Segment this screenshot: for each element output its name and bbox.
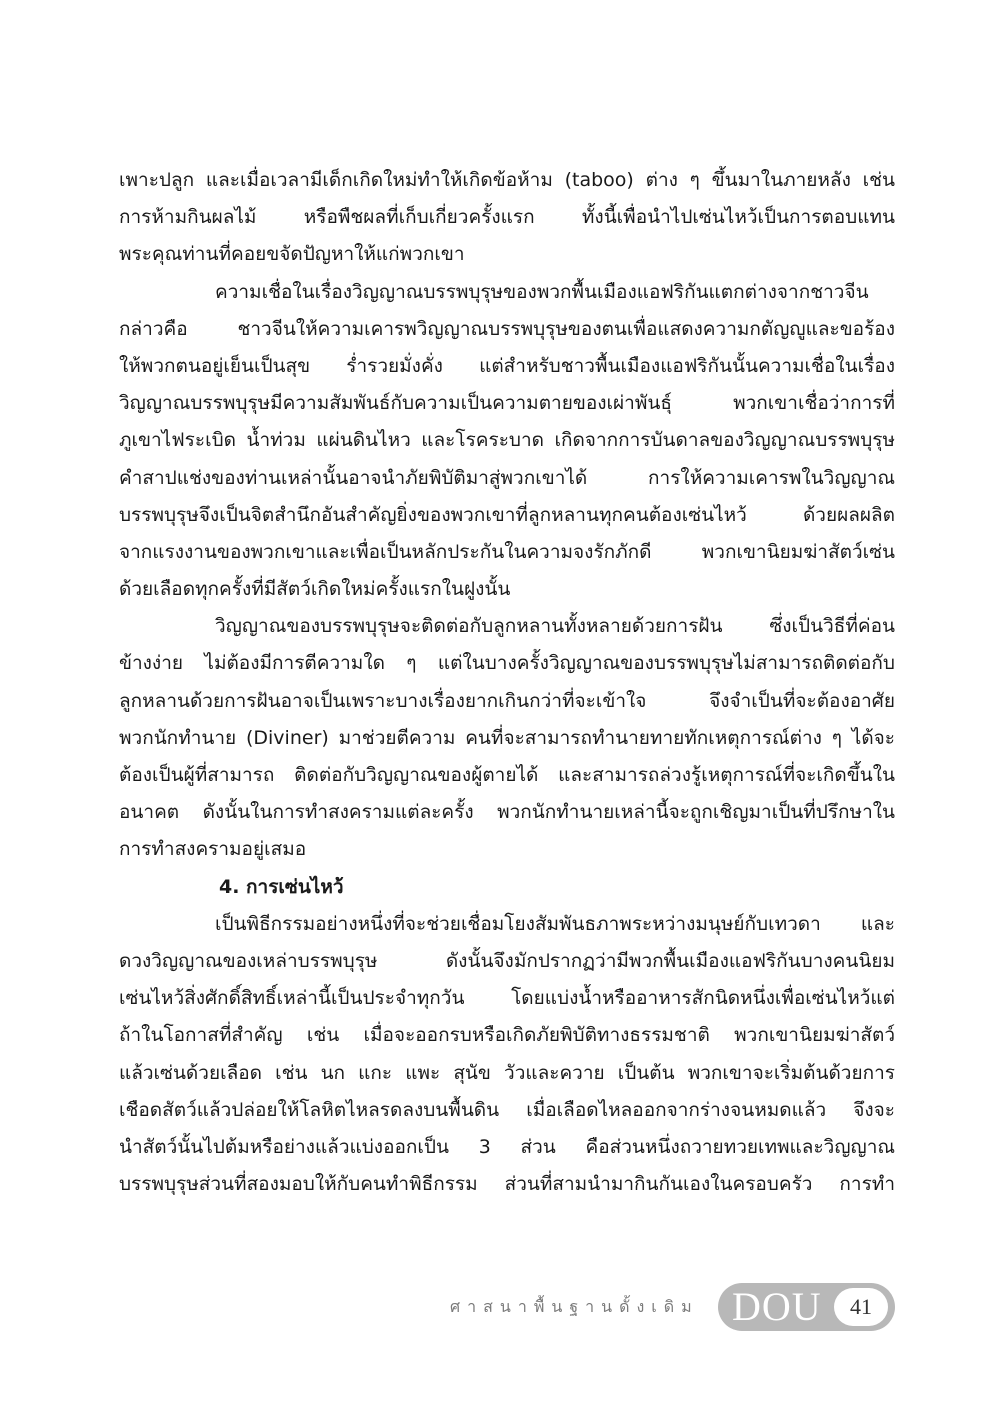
body-line: เชือดสัตว์แล้วปล่อยให้โลหิตไหลรดลงบนพื้นดิน เมื่อเลือดไหลออกจากร่างจนหมดแล้ว จึงจะ xyxy=(119,1098,895,1121)
body-line: ข้างง่าย ไม่ต้องมีการตีความใด ๆ แต่ในบางครั้งวิญญาณของบรรพบุรุษไม่สามารถติดต่อกับ xyxy=(119,652,895,675)
body-line: วิญญาณบรรพบุรุษมีความสัมพันธ์กับความเป็นความตายของเผ่าพันธุ์ พวกเขาเชื่อว่าการที่ xyxy=(119,392,895,415)
body-line: วิญญาณของบรรพบุรุษจะติดต่อกับลูกหลานทั้งหลายด้วยการฝัน ซึ่งเป็นวิธีที่ค่อน xyxy=(215,615,895,638)
body-line: ต้องเป็นผู้ที่สามารถ ติดต่อกับวิญญาณของผู้ตายได้ และสามารถล่วงรู้เหตุการณ์ที่จะเกิดขึ้นใน xyxy=(119,764,895,786)
body-line: การทำสงครามอยู่เสมอ xyxy=(119,838,307,861)
body-line: ภูเขาไฟระเบิด น้ำท่วม แผ่นดินไหว และโรคระบาด เกิดจากการบันดาลของวิญญาณบรรพบุรุษ xyxy=(119,429,895,452)
body-line: อนาคต ดังนั้นในการทำสงครามแต่ละครั้ง พวกนักทำนายเหล่านี้จะถูกเชิญมาเป็นที่ปรึกษาใน xyxy=(119,801,895,824)
page-number: 41 xyxy=(834,1288,888,1326)
body-line: การห้ามกินผลไม้ หรือพืชผลที่เก็บเกี่ยวครั้งแรก ทั้งนี้เพื่อนำไปเซ่นไหว้เป็นการตอบแทน xyxy=(119,206,895,229)
body-line: ลูกหลานด้วยการฝันอาจเป็นเพราะบางเรื่องยากเกินกว่าที่จะเข้าใจ จึงจำเป็นที่จะต้องอาศัย xyxy=(119,689,895,712)
body-line: ให้พวกตนอยู่เย็นเป็นสุข ร่ำรวยมั่งคั่ง แต่สำหรับชาวพื้นเมืองแอฟริกันนั้นความเชื่อในเรื่อง xyxy=(119,354,895,377)
body-line: ดวงวิญญาณของเหล่าบรรพบุรุษ ดังนั้นจึงมักปรากฏว่ามีพวกพื้นเมืองแอฟริกันบางคนนิยม xyxy=(119,949,895,972)
body-line: แล้วเซ่นด้วยเลือด เช่น นก แกะ แพะ สุนัข วัวและควาย เป็นต้น พวกเขาจะเริ่มต้นด้วยการ xyxy=(119,1061,895,1084)
footer-book-title: ศาสนาพื้นฐานดั้งเดิม xyxy=(450,1297,699,1316)
body-line: เพาะปลูก และเมื่อเวลามีเด็กเกิดใหม่ทำให้เกิดข้อห้าม (taboo) ต่าง ๆ ขึ้นมาในภายหลัง เช่น xyxy=(119,169,895,191)
page-content xyxy=(119,162,895,1203)
body-line: ด้วยเลือดทุกครั้งที่มีสัตว์เกิดใหม่ครั้งแรกในฝูงนั้น xyxy=(119,578,511,601)
body-line: เป็นพิธีกรรมอย่างหนึ่งที่จะช่วยเชื่อมโยงสัมพันธภาพระหว่างมนุษย์กับเทวดา และ xyxy=(215,912,895,935)
body-line: เซ่นไหว้สิ่งศักดิ์สิทธิ์เหล่านี้เป็นประจำทุกวัน โดยแบ่งน้ำหรืออาหารสักนิดหนึ่งเพื่อเซ่นไหว้แต่ xyxy=(119,987,895,1010)
body-line: คำสาปแช่งของท่านเหล่านั้นอาจนำภัยพิบัติมาสู่พวกเขาได้ การให้ความเคารพในวิญญาณ xyxy=(119,466,895,489)
body-line: บรรพบุรุษจึงเป็นจิตสำนึกอันสำคัญยิ่งของพวกเขาที่ลูกหลานทุกคนต้องเซ่นไหว้ ด้วยผลผลิต xyxy=(119,503,895,526)
body-line: พวกนักทำนาย (Diviner) มาช่วยตีความ คนที่จะสามารถทำนายทายทักเหตุการณ์ต่าง ๆ ได้จะ xyxy=(119,726,895,749)
body-line: พระคุณท่านที่คอยขจัดปัญหาให้แก่พวกเขา xyxy=(119,243,465,266)
section-heading: 4. การเซ่นไหว้ xyxy=(219,875,344,898)
body-line: ความเชื่อในเรื่องวิญญาณบรรพบุรุษของพวกพื้นเมืองแอฟริกันแตกต่างจากชาวจีน xyxy=(215,280,869,303)
publisher-badge xyxy=(718,1283,895,1331)
page-footer xyxy=(450,1283,895,1331)
body-line: กล่าวคือ ชาวจีนให้ความเคารพวิญญาณบรรพบุรุษของตนเพื่อแสดงความกตัญญูและขอร้อง xyxy=(119,317,895,340)
body-line: ถ้าในโอกาสที่สำคัญ เช่น เมื่อจะออกรบหรือเกิดภัยพิบัติทางธรรมชาติ พวกเขานิยมฆ่าสัตว์ xyxy=(119,1024,895,1047)
body-line: จากแรงงานของพวกเขาและเพื่อเป็นหลักประกันในความจงรักภักดี พวกเขานิยมฆ่าสัตว์เซ่น xyxy=(119,540,895,563)
dou-logo: DOU xyxy=(732,1284,822,1329)
body-line: นำสัตว์นั้นไปต้มหรือย่างแล้วแบ่งออกเป็น 3 ส่วน คือส่วนหนึ่งถวายทวยเทพและวิญญาณ xyxy=(119,1135,895,1158)
body-line: บรรพบุรุษส่วนที่สองมอบให้กับคนทำพิธีกรรม ส่วนที่สามนำมากินกันเองในครอบครัว การทำ xyxy=(119,1173,895,1196)
